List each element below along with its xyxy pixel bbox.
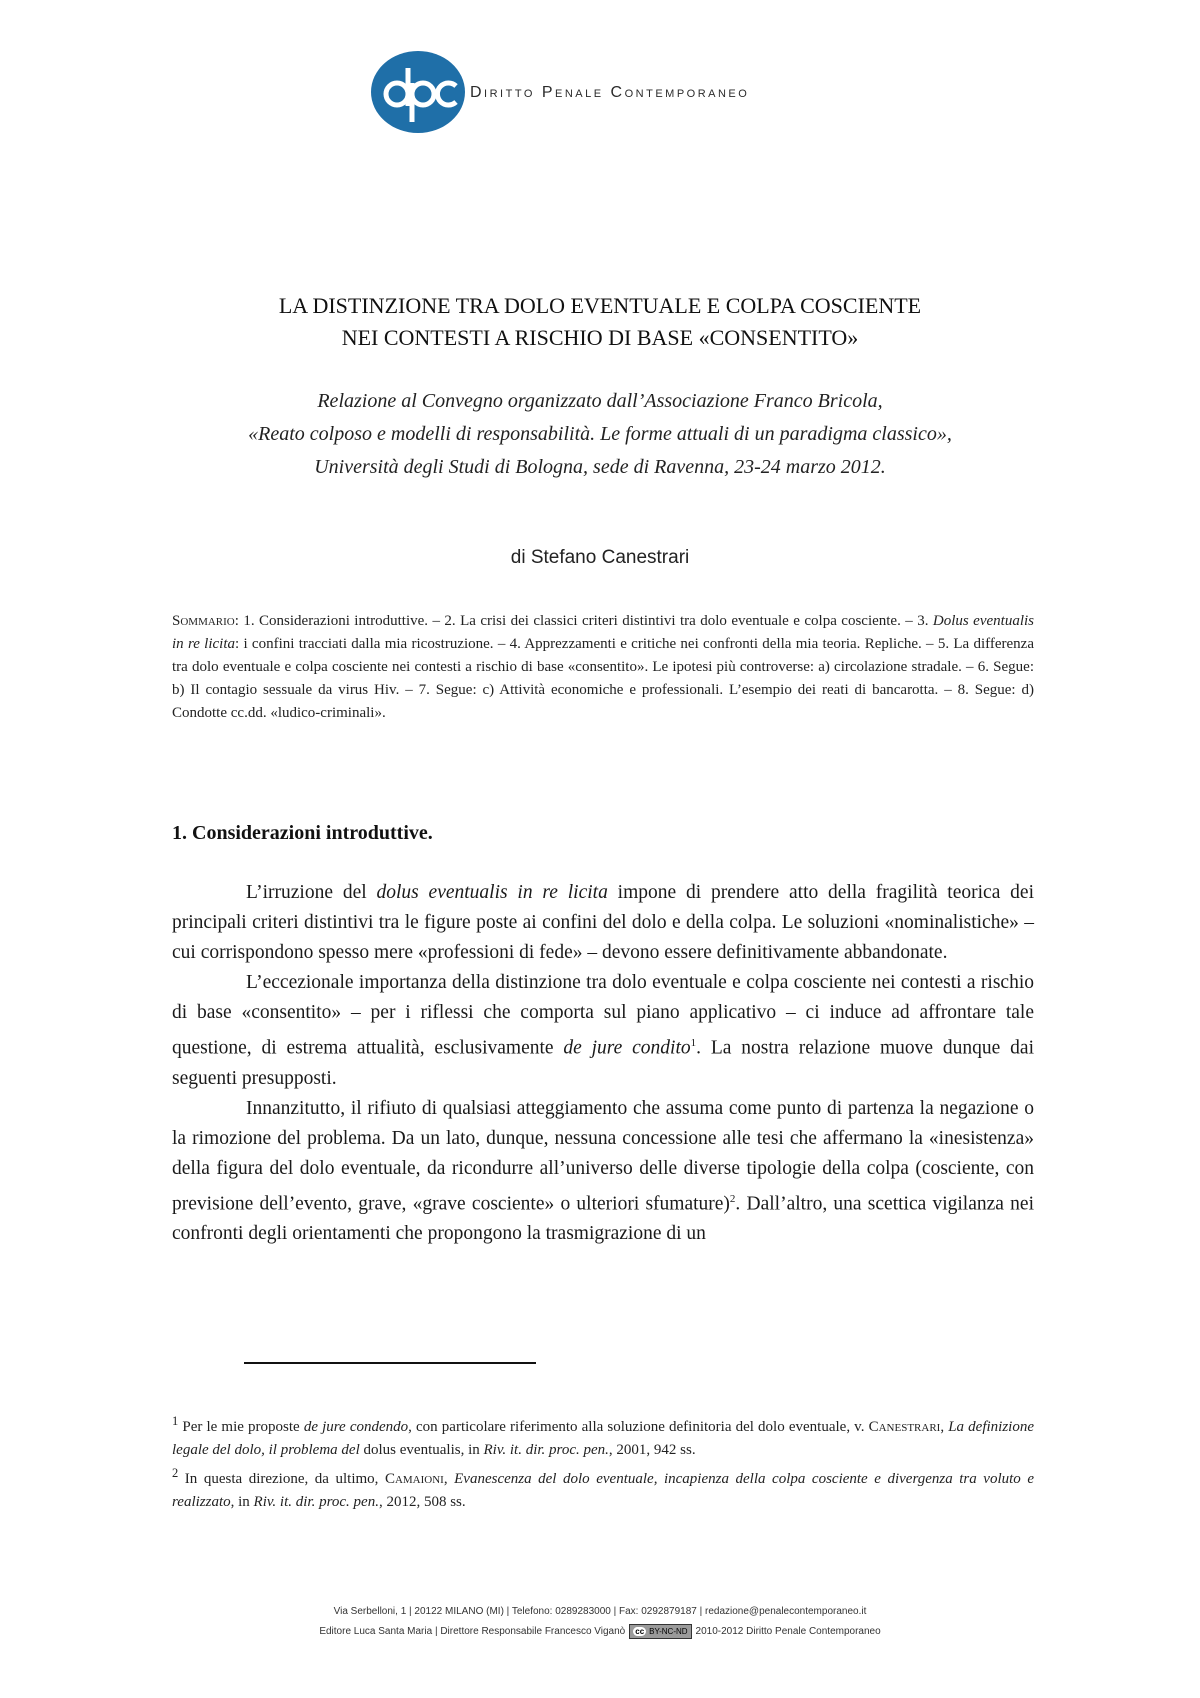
subtitle-line-2: «Reato colposo e modelli di responsabilità. Le forme attuali di un paradigma classico», (248, 423, 952, 445)
footnote-ref[interactable]: 2 (729, 1192, 736, 1205)
paper-subtitle (150, 385, 1050, 484)
text-emphasis: dolus eventualis in re licita (376, 882, 608, 903)
footer-copyright: 2010-2012 Diritto Penale Contemporaneo (695, 1626, 881, 1637)
header (370, 50, 870, 130)
paragraph (172, 968, 1034, 1094)
text-run: , (443, 1471, 455, 1487)
text-run: , con particolare riferimento alla soluzione definitoria del dolo eventuale, v. (408, 1419, 869, 1435)
text-emphasis: Riv. it. dir. proc. pen. (253, 1494, 379, 1510)
footnote-number: 2 (172, 1466, 179, 1480)
text-run: , 2001, 942 ss. (608, 1442, 696, 1458)
body-text (172, 878, 1034, 1249)
page-footer (150, 1602, 1050, 1642)
text-run: Innanzitutto, il rifiuto di qualsiasi atteggiamento che assuma come punto di partenza la negazione o la rimozione del problema. Da un lato, dunque, nessuna concessione alle tesi che affermano la «inesistenza» della figura del dolo eventuale, da ricondurre all’universo delle diverse tipologie della colpa (cosciente, con previsione dell’evento, grave, «grave cosciente» o ulteriori sfumature) (172, 1097, 1034, 1214)
title-line-2: NEI CONTESTI A RISCHIO DI BASE «CONSENTITO» (341, 325, 859, 350)
footnote-2 (172, 1462, 1034, 1514)
creative-commons-icon[interactable] (629, 1624, 691, 1639)
cc-label: BY-NC-ND (649, 1626, 688, 1636)
cited-author: Canestrari (868, 1419, 941, 1435)
summary (172, 610, 1034, 725)
footnote-ref[interactable]: 1 (690, 1037, 697, 1049)
footnote-1 (172, 1410, 1034, 1462)
text-emphasis: La definizione legale del dolo, il problema del (172, 1419, 1034, 1458)
footer-credits (150, 1622, 1050, 1642)
text-run: dolus eventualis (359, 1442, 461, 1458)
title-line-1: LA DISTINZIONE TRA DOLO EVENTUALE E COLPA COSCIENTE (278, 293, 922, 318)
summary-text-1: : 1. Considerazioni introduttive. – 2. La crisi dei classici criteri distintivi tra dolo eventuale e colpa cosciente. – 3. (234, 613, 933, 629)
text-emphasis: de jure condendo (303, 1419, 409, 1435)
footer-contact: Via Serbelloni, 1 | 20122 MILANO (MI) | Telefono: 0289283000 | Fax: 0292879187 | redazione@penalecontemporaneo.it (333, 1606, 867, 1617)
summary-label: Sommario (172, 613, 235, 629)
text-run: L’irruzione del (246, 882, 377, 903)
subtitle-line-3: Università degli Studi di Bologna, sede di Ravenna, 23-24 marzo 2012. (314, 456, 886, 478)
footnote-number: 1 (172, 1414, 179, 1428)
text-run: impone di prendere atto della fragilità teorica dei principali criteri distintivi tra le figure poste ai confini del dolo e della colpa. Le soluzioni «nominalistiche» – cui corrispondono spesso mere «professioni di fede» – devono essere definitivamente abbandonate. (172, 882, 1034, 963)
section-heading: 1. Considerazioni introduttive. (172, 822, 433, 844)
subtitle-line-1: Relazione al Convegno organizzato dall’Associazione Franco Bricola, (317, 390, 883, 412)
text-emphasis: de jure condito (563, 1037, 691, 1059)
dpc-logo-icon (370, 50, 466, 134)
text-run: , in (460, 1442, 484, 1458)
brand-name: Diritto Penale Contemporaneo (470, 84, 750, 101)
footer-editor: Editore Luca Santa Maria | Direttore Responsabile Francesco Viganò (319, 1626, 626, 1637)
footnote-divider (244, 1362, 536, 1364)
text-run: . La nostra relazione muove dunque dai seguenti presupposti. (172, 1037, 1034, 1089)
author: di Stefano Canestrari (510, 547, 690, 568)
cited-author: Camaioni (384, 1471, 444, 1487)
summary-text-2: : i confini tracciati dalla mia ricostruzione. – 4. Apprezzamenti e critiche nei confronti della mia teoria. Repliche. – 5. La differenza tra dolo eventuale e colpa cosciente nei contesti a rischio di base «consentito». Le ipotesi più controverse: a) circolazione stradale. – 6. Segue: b) Il contagio sessuale da virus Hiv. – 7. Segue: c) Attività economiche e professionali. L’esempio dei reati di bancarotta. – 8. Segue: d) Condotte cc.dd. «ludico-criminali». (172, 636, 1034, 721)
text-emphasis: Riv. it. dir. proc. pen. (483, 1442, 609, 1458)
paragraph (172, 1094, 1034, 1250)
text-run: , in (230, 1494, 254, 1510)
text-run: L’eccezionale importanza della distinzione tra dolo eventuale e colpa cosciente nei contesti a rischio di base «consentito» – per i riflessi che comporta sul piano applicativo – ci induce ad affrontare tale questione, di estrema attualità, esclusivamente (172, 972, 1034, 1059)
text-run: Per le mie proposte (178, 1419, 304, 1435)
text-emphasis: Evanescenza del dolo eventuale, incapienza della colpa cosciente e divergenza tra voluto e realizzato (172, 1471, 1035, 1510)
text-run: , 2012, 508 ss. (378, 1494, 466, 1510)
footnotes (172, 1410, 1034, 1514)
text-run: In questa direzione, da ultimo, (178, 1471, 385, 1487)
text-run: , (940, 1419, 949, 1435)
text-run: . Dall’altro, una scettica vigilanza nei confronti degli orientamenti che propongono la trasmigrazione di un (172, 1193, 1034, 1244)
summary-emphasis: Dolus eventualis in re licita (172, 613, 1034, 652)
cc-mark: cc (635, 1626, 645, 1636)
paper-title (150, 290, 1050, 354)
paragraph (172, 878, 1034, 968)
